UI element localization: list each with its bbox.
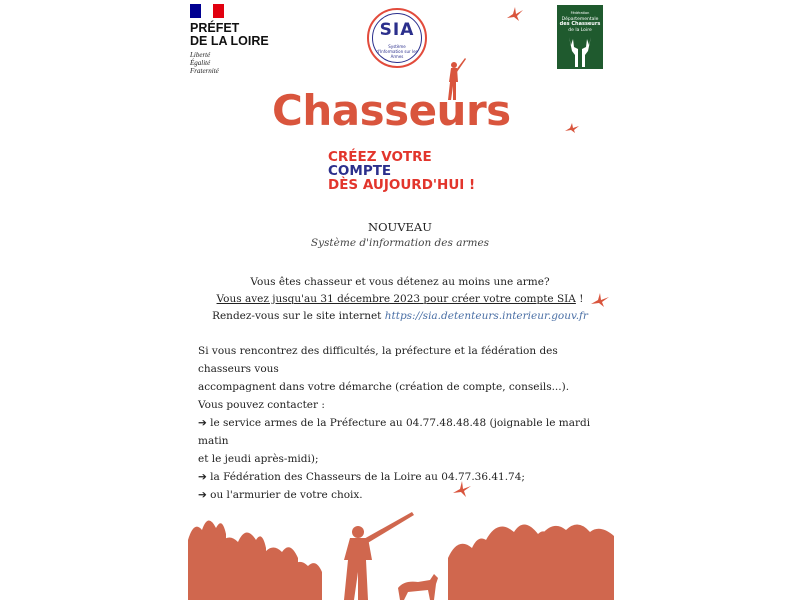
fdc-loire-logo — [557, 5, 603, 69]
fdc-logo-line1: Départementale — [561, 16, 599, 22]
cta-line-2: COMPTE — [328, 163, 392, 179]
prefet-logo — [190, 4, 300, 75]
sia-logo-subtitle: Système d'Information sur les Armes — [376, 44, 418, 59]
nouveau-label: NOUVEAU — [368, 220, 432, 234]
sia-logo — [367, 8, 427, 68]
flying-bird-icon — [506, 6, 524, 22]
deadline-notice: Vous avez jusqu'au 31 décembre 2023 pour créer votre compte SIA ! — [216, 293, 584, 305]
prefet-motto: Liberté Égalité Fraternité — [190, 51, 219, 75]
prefet-title: PRÉFET DE LA LOIRE — [190, 21, 269, 48]
contact-info: Si vous rencontrez des difficultés, la préfecture et la fédération des chasseurs vous accompagnent dans votre démarche (création de compte, conseils...). Vous pouvez contacter : ➔ le service armes de la Préfecture au 04.77.48.48.48 (joignable le mardi matin et le jeudi après-midi); ➔ la Fédération des Chasseurs de la Loire au 04.77.36.41.74; ➔ ou l'armurier de votre choix. — [198, 345, 591, 501]
headline-title: Chasseurs — [272, 86, 511, 135]
cta-line-1: CRÉEZ VOTRE — [328, 149, 432, 165]
website-line: Rendez-vous sur le site internet https://sia.detenteurs.interieur.gouv.fr — [212, 310, 588, 322]
forest-hunter-illustration — [186, 500, 614, 600]
fdc-logo-line3: de la Loire — [568, 27, 592, 33]
cta-line-3: DÈS AUJOURD'HUI ! — [328, 177, 476, 193]
sia-description: Système d'information des armes — [310, 237, 490, 249]
french-flag-icon — [190, 4, 224, 18]
create-account-callout — [328, 150, 475, 192]
intro-block — [186, 274, 614, 325]
sia-logo-text: SIA — [379, 20, 415, 40]
fdc-logo-side: Fédération — [570, 11, 590, 15]
fdc-logo-line2: des Chasseurs — [559, 21, 601, 27]
flyer-page — [186, 0, 614, 600]
sia-website-link[interactable]: https://sia.detenteurs.interieur.gouv.fr — [384, 310, 588, 322]
intro-question: Vous êtes chasseur et vous détenez au moins une arme? — [250, 276, 550, 288]
flying-bird-icon — [564, 122, 580, 134]
deer-emblem-icon — [563, 35, 597, 69]
